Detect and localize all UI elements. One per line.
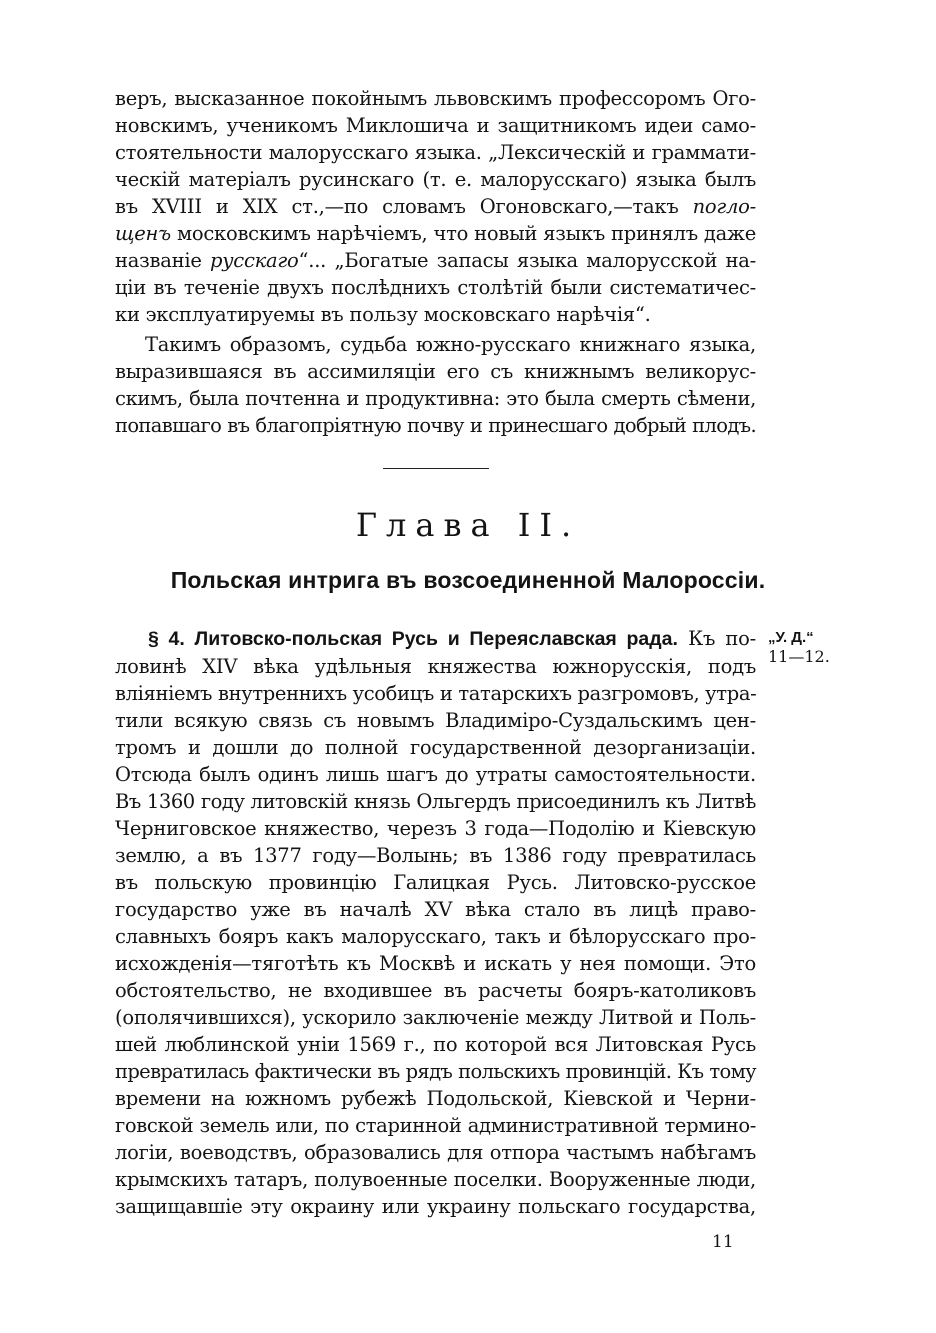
text-span: названіе: [115, 249, 211, 272]
text-line: выразившаяся въ ассимиляціи его съ книжнымъ великорус-: [115, 360, 756, 383]
text-span: Къ по-: [677, 627, 756, 650]
text-line: [148, 626, 756, 652]
text-line: тили всякую связь съ новымъ Владиміро-Суздальскимъ цен-: [115, 709, 756, 732]
text-line: [115, 194, 756, 220]
text-line: попавшаго въ благопріятную почву и принесшаго добрый плодъ.: [115, 414, 756, 437]
text-line: Въ 1360 году литовскій князь Ольгердъ присоединилъ къ Литвѣ: [115, 790, 756, 813]
text-line: ціи въ теченіе двухъ послѣднихъ столѣтій были систематичес-: [115, 276, 756, 299]
text-line: Отсюда былъ одинъ лишь шагъ до утраты самостоятельности.: [115, 763, 756, 786]
page-number: 11: [712, 1232, 734, 1252]
text-line: Такимъ образомъ, судьба южно-русскаго книжнаго языка,: [145, 333, 756, 356]
text-line: шей люблинской уніи 1569 г., по которой вся Литовская Русь: [115, 1033, 756, 1056]
text-line: ки эксплуатируемы въ пользу московскаго нарѣчія“.: [115, 303, 651, 326]
section-heading: § 4. Литовско-польская Русь и Переяславская рада.: [148, 628, 678, 650]
text-line: исхожденія—тяготѣть къ Москвѣ и искать у нея помощи. Это: [115, 952, 756, 975]
text-line: тромъ и дошли до полной государственной дезорганизаціи.: [115, 736, 756, 759]
text-line: времени на южномъ рубежѣ Подольской, Кіевской и Черни-: [115, 1087, 756, 1110]
text-span: московскимъ нарѣчіемъ, что новый языкъ принялъ даже: [170, 222, 756, 245]
text-line: въ польскую провинцію Галицкая Русь. Литовско-русское: [115, 871, 756, 894]
text-line: веръ, высказанное покойнымъ львовскимъ профессоромъ Ого-: [115, 87, 756, 110]
text-line: обстоятельство, не входившее въ расчеты бояръ-католиковъ: [115, 979, 756, 1002]
text-line: землю, а въ 1377 году—Волынь; въ 1386 году превратилась: [115, 844, 756, 867]
text-span: “... „Богатые запасы языка малорусской на-: [298, 249, 756, 272]
text-line: государство уже въ началѣ XV вѣка стало въ лицѣ право-: [115, 898, 756, 921]
chapter-title: Глава II.: [355, 506, 581, 544]
section-divider: [383, 468, 489, 469]
margin-note-ref-text: „У. Д.“: [768, 629, 814, 646]
text-line: (ополячившихся), ускорило заключеніе между Литвой и Поль-: [115, 1006, 756, 1029]
text-line: Черниговское княжество, черезъ 3 года—Подолію и Кіевскую: [115, 817, 756, 840]
text-line: новскимъ, ученикомъ Миклошича и защитникомъ идеи само-: [115, 114, 756, 137]
margin-note-pages: 11—12.: [768, 647, 830, 666]
text-line: стоятельности малорусскаго языка. „Лексическій и граммати-: [115, 141, 756, 164]
text-line: [115, 248, 756, 274]
italic-word: щенъ: [115, 222, 171, 245]
text-line: ческій матеріалъ русинскаго (т. е. малорусскаго) языка былъ: [115, 168, 756, 191]
italic-word: русскаго: [210, 249, 299, 272]
text-span: въ XVIII и XIX ст.,—по словамъ Огоновскаго,—такъ: [115, 195, 693, 218]
margin-note-ref: [768, 628, 848, 647]
text-line: [115, 221, 756, 247]
text-line: скимъ, была почтенна и продуктивна: это была смерть сѣмени,: [115, 387, 756, 410]
text-line: превратилась фактически въ рядъ польскихъ провинцій. Къ тому: [115, 1060, 756, 1083]
text-line: славныхъ бояръ какъ малорусскаго, такъ и бѣлорусскаго про-: [115, 925, 756, 948]
text-line: логіи, воеводствъ, образовались для отпора частымъ набѣгамъ: [115, 1141, 756, 1164]
text-line: вліяніемъ внутреннихъ усобицъ и татарскихъ разгромовъ, утра-: [115, 682, 757, 705]
text-line: защищавшіе эту окраину или украину польскаго государства,: [115, 1195, 756, 1218]
chapter-subtitle: Польская интрига въ возсоединенной Малороссіи.: [170, 567, 766, 593]
text-line: говской земель или, по старинной административной термино-: [115, 1114, 756, 1137]
text-line: ловинѣ XIV вѣка удѣльныя княжества южнорусскія, подъ: [115, 655, 756, 678]
italic-word: погло-: [692, 195, 756, 218]
text-line: крымскихъ татаръ, полувоенные поселки. Вооруженные люди,: [115, 1168, 756, 1191]
